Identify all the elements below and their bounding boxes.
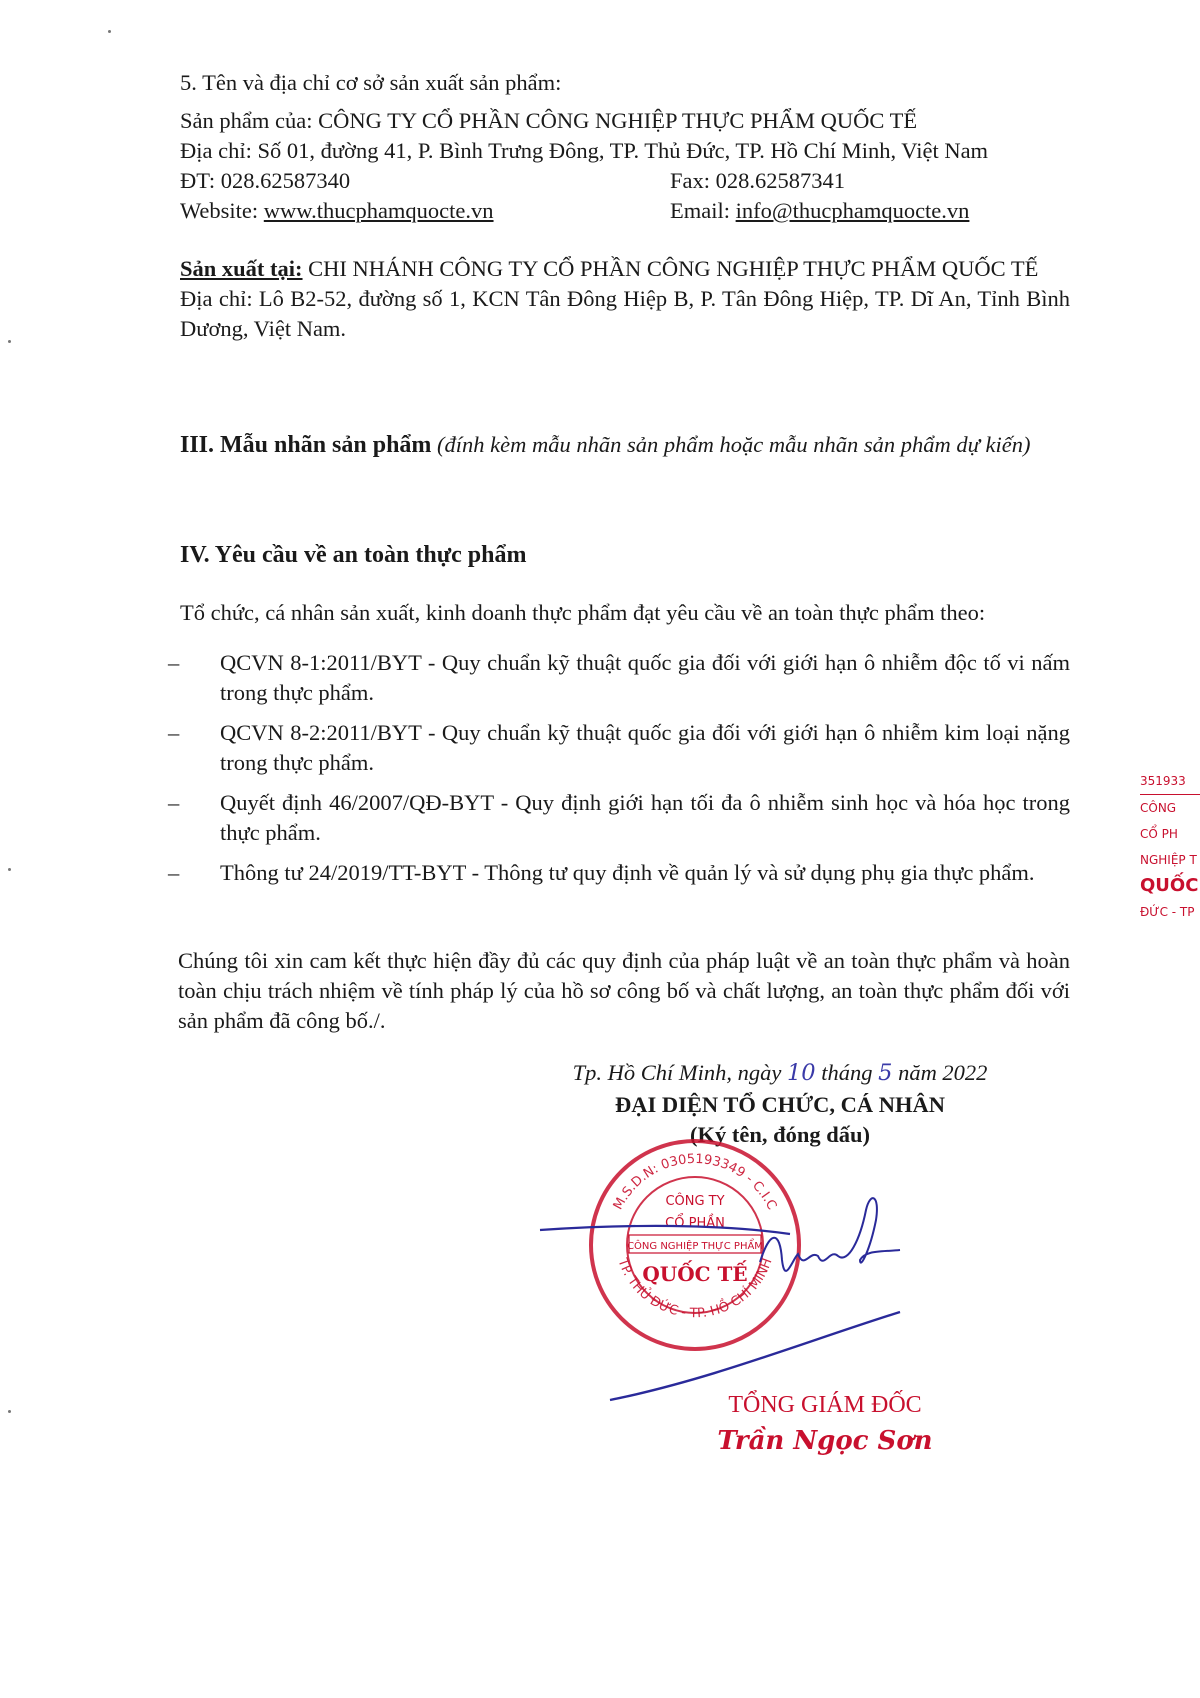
section-4-intro: Tổ chức, cá nhân sản xuất, kinh doanh thực phẩm đạt yêu cầu về an toàn thực phẩm theo: <box>180 600 986 625</box>
section-3-note: (đính kèm mẫu nhãn sản phẩm hoặc mẫu nhãn sản phẩm dự kiến) <box>431 432 1031 457</box>
section-5-title: 5. Tên và địa chỉ cơ sở sản xuất sản phẩm: <box>180 70 562 95</box>
scan-speck <box>8 1410 11 1413</box>
section-3-title: Mẫu nhãn sản phẩm <box>220 432 432 458</box>
place-date: Tp. Hồ Chí Minh, ngày 10 tháng 5 năm 2022 <box>572 1060 988 1086</box>
commitment-paragraph: Chúng tôi xin cam kết thực hiện đầy đủ các quy định của pháp luật về an toàn thực phẩm và hoàn toàn chịu trách nhiệm về tính pháp lý của hồ sơ công bố và chất lượng, an toàn thực phẩm đối với sản phẩm đã công bố./. <box>178 948 1070 1033</box>
made-at <box>180 254 1070 284</box>
edge-stamp-line: CỔ PH <box>1140 827 1178 841</box>
seal-line-1: CÔNG TY <box>665 1194 725 1209</box>
section-3-heading <box>180 430 1070 460</box>
edge-stamp-line: 351933 <box>1140 768 1200 795</box>
edge-stamp <box>1140 768 1200 925</box>
scan-speck <box>8 340 11 343</box>
product-of-line <box>180 106 1070 136</box>
section-3 <box>180 430 1070 460</box>
branch-address: Địa chỉ: Lô B2-52, đường số 1, KCN Tân Đông Hiệp B, P. Tân Đông Hiệp, TP. Dĩ An, Tỉnh Bình Dương, Việt Nam. <box>180 286 1070 341</box>
made-at-label: Sản xuất tại: <box>180 256 303 281</box>
signer-name: Trần Ngọc Sơn <box>717 1426 933 1456</box>
list-item: – Thông tư 24/2019/TT-BYT - Thông tư quy định về quản lý và sử dụng phụ gia thực phẩm. <box>168 860 1035 885</box>
handwritten-month: 5 <box>878 1060 893 1086</box>
email-link[interactable]: info@thucphamquocte.vn <box>735 198 970 223</box>
contact-row-phone <box>180 166 1070 196</box>
branch-name: CHI NHÁNH CÔNG TY CỔ PHẦN CÔNG NGHIỆP THỰC PHẨM QUỐC TẾ <box>302 256 1039 281</box>
fax: Fax: 028.62587341 <box>670 168 846 193</box>
edge-stamp-line: CÔNG <box>1140 801 1177 815</box>
signature-instruction: (Ký tên, đóng dấu) <box>689 1122 871 1147</box>
handwritten-day: 10 <box>786 1060 816 1086</box>
website-line: Website: www.thucphamquocte.vn <box>180 198 494 223</box>
regulation-list <box>168 648 1070 898</box>
seal-line-3: CÔNG NGHIỆP THỰC PHẨM <box>627 1241 763 1252</box>
list-item: – Quyết định 46/2007/QĐ-BYT - Quy định giới hạn tối đa ô nhiễm sinh học và hóa học trong thực phẩm. <box>168 790 1070 845</box>
product-of-label: Sản phẩm của: <box>180 108 319 133</box>
list-item: – QCVN 8-1:2011/BYT - Quy chuẩn kỹ thuật quốc gia đối với giới hạn ô nhiễm độc tố vi nấm trong thực phẩm. <box>168 650 1070 705</box>
email-line: Email: info@thucphamquocte.vn <box>670 198 970 223</box>
contact-row-web <box>180 196 1070 226</box>
section-4 <box>180 540 1070 628</box>
company-name: CÔNG TY CỔ PHẦN CÔNG NGHIỆP THỰC PHẨM QUỐC TẾ <box>318 108 918 133</box>
edge-stamp-line: ĐỨC - TP <box>1140 905 1195 919</box>
position-title: TỔNG GIÁM ĐỐC <box>728 1392 922 1418</box>
seal-ring-top: M.S.D.N: 0305193349 - C.I.C <box>610 1151 780 1213</box>
company-address: Địa chỉ: Số 01, đường 41, P. Bình Trưng Đông, TP. Thủ Đức, TP. Hồ Chí Minh, Việt Nam <box>180 138 989 163</box>
edge-stamp-line: QUỐC <box>1140 875 1199 896</box>
seal-ring-bottom: TP. THỦ ĐỨC - TP. HỒ CHÍ MINH <box>614 1256 776 1322</box>
edge-stamp-line: NGHIỆP T <box>1140 853 1197 867</box>
seal-line-2: CỔ PHẦN <box>665 1216 725 1231</box>
section-5 <box>180 68 1070 344</box>
section-3-number: III. <box>180 432 215 458</box>
list-item: – QCVN 8-2:2011/BYT - Quy chuẩn kỹ thuật quốc gia đối với giới hạn ô nhiễm kim loại nặng trong thực phẩm. <box>168 720 1070 775</box>
signature-scribble-icon <box>530 1190 970 1420</box>
section-4-title: IV. Yêu cầu về an toàn thực phẩm <box>180 542 527 568</box>
seal-line-4: QUỐC TẾ <box>642 1262 748 1286</box>
phone: ĐT: 028.62587340 <box>180 168 351 193</box>
scan-speck <box>108 30 111 33</box>
scan-speck <box>8 868 11 871</box>
representative-title: ĐẠI DIỆN TỔ CHỨC, CÁ NHÂN <box>614 1092 946 1117</box>
website-link[interactable]: www.thucphamquocte.vn <box>263 198 494 223</box>
